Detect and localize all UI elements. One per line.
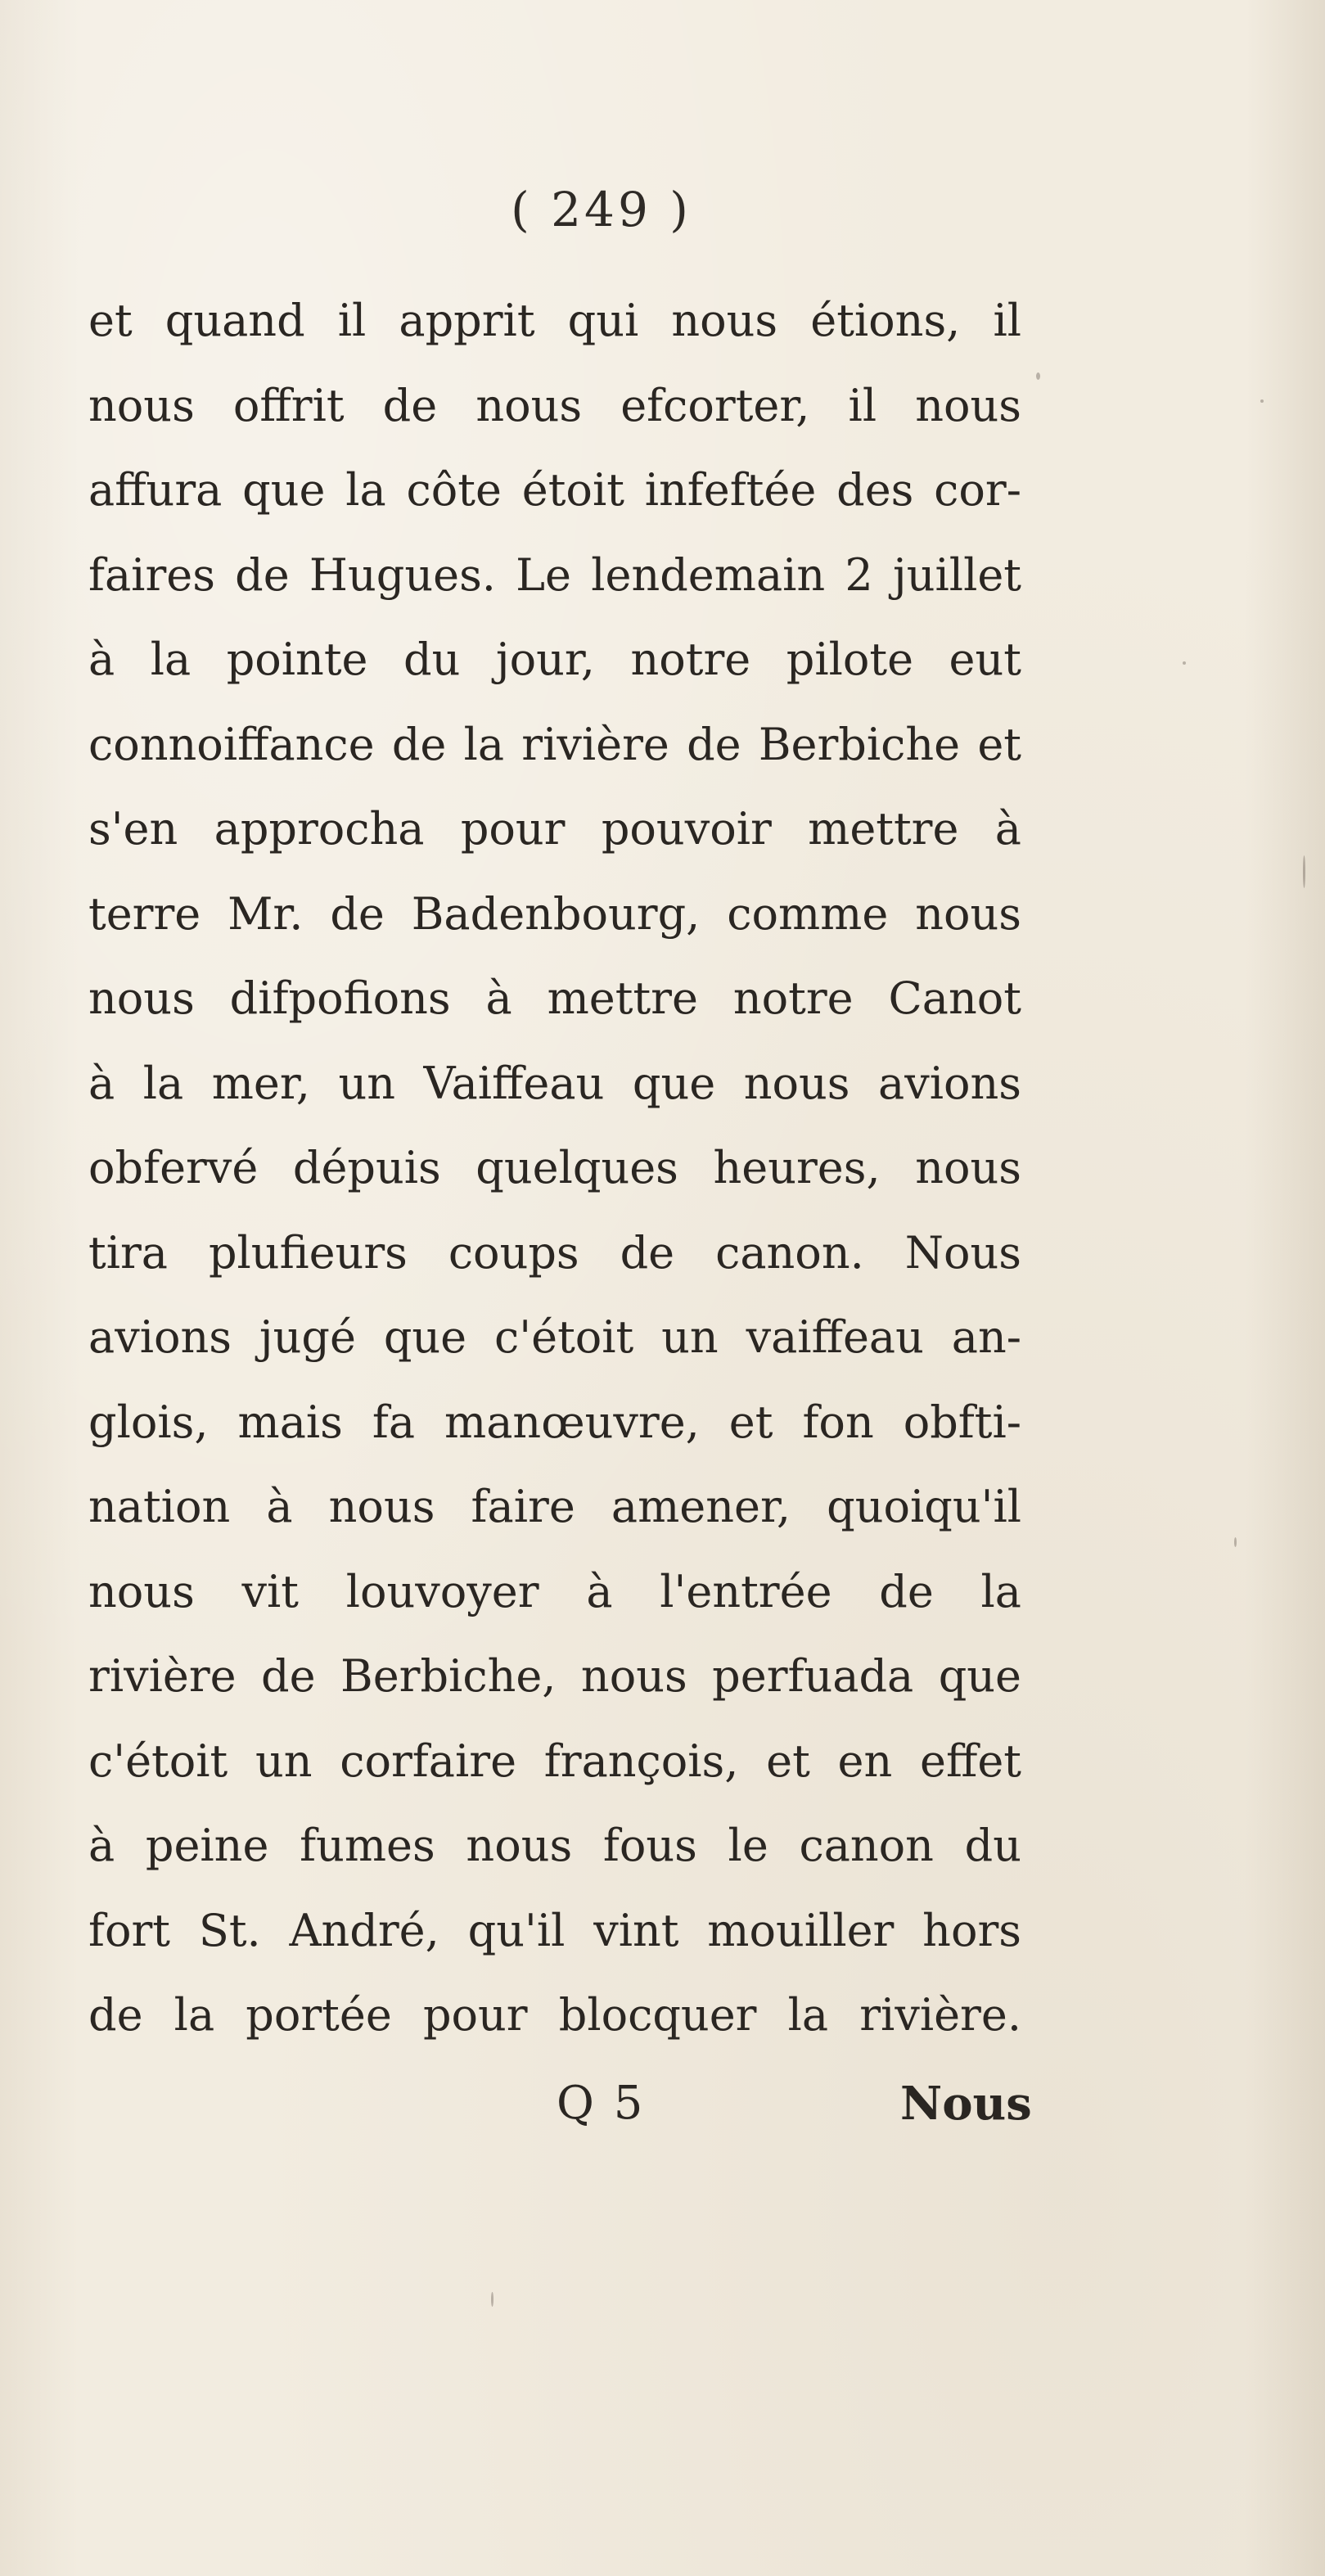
text-line: obfervé dépuis quelques heures, nous	[88, 1142, 1021, 1193]
catchword: Nous	[900, 2077, 1032, 2131]
text-line: tira plufieurs coups de canon. Nous	[88, 1226, 1021, 1279]
signature-mark: Q 5	[557, 2077, 646, 2130]
text-line: nous vit louvoyer à l'entrée de la	[88, 1565, 1021, 1617]
text-line: fort St. André, qu'il vint mouiller hors	[88, 1904, 1021, 1956]
page-number: ( 249 )	[511, 182, 692, 237]
text-line: rivière de Berbiche, nous perfuada que	[88, 1650, 1021, 1702]
text-line: à la mer, un Vaiffeau que nous avions	[88, 1057, 1021, 1109]
text-line: de la portée pour blocquer la rivière.	[88, 1989, 1021, 2041]
text-line: glois, mais fa manœuvre, et fon obfti-	[88, 1396, 1021, 1448]
text-line: et quand il apprit qui nous étions, il	[88, 295, 1021, 346]
text-line: c'étoit un corfaire françois, et en effet	[88, 1735, 1021, 1787]
text-line: terre Mr. de Badenbourg, comme nous	[88, 887, 1021, 940]
paper-speck	[1303, 855, 1305, 888]
paper-speck	[1234, 1537, 1237, 1547]
paper-speck	[1036, 372, 1040, 380]
text-line: nation à nous faire amener, quoiqu'il	[88, 1481, 1021, 1532]
text-line: faires de Hugues. Le lendemain 2 juillet	[88, 548, 1021, 601]
text-line: avions jugé que c'étoit un vaiffeau an-	[88, 1311, 1021, 1363]
paper-speck	[1183, 661, 1186, 665]
text-line: connoiffance de la rivière de Berbiche et	[88, 718, 1021, 770]
text-line: nous difpofions à mettre notre Canot	[88, 972, 1021, 1024]
text-line: à peine fumes nous fous le canon du	[88, 1820, 1021, 1871]
body-text	[88, 278, 1021, 2058]
paper-speck	[491, 2292, 493, 2307]
text-line: à la pointe du jour, notre pilote eut	[88, 634, 1021, 685]
text-line: affura que la côte étoit infeftée des cor-	[88, 464, 1021, 516]
text-line: s'en approcha pour pouvoir mettre à	[88, 803, 1021, 855]
text-line: nous offrit de nous efcorter, il nous	[88, 379, 1021, 431]
paper-speck	[1260, 399, 1264, 403]
